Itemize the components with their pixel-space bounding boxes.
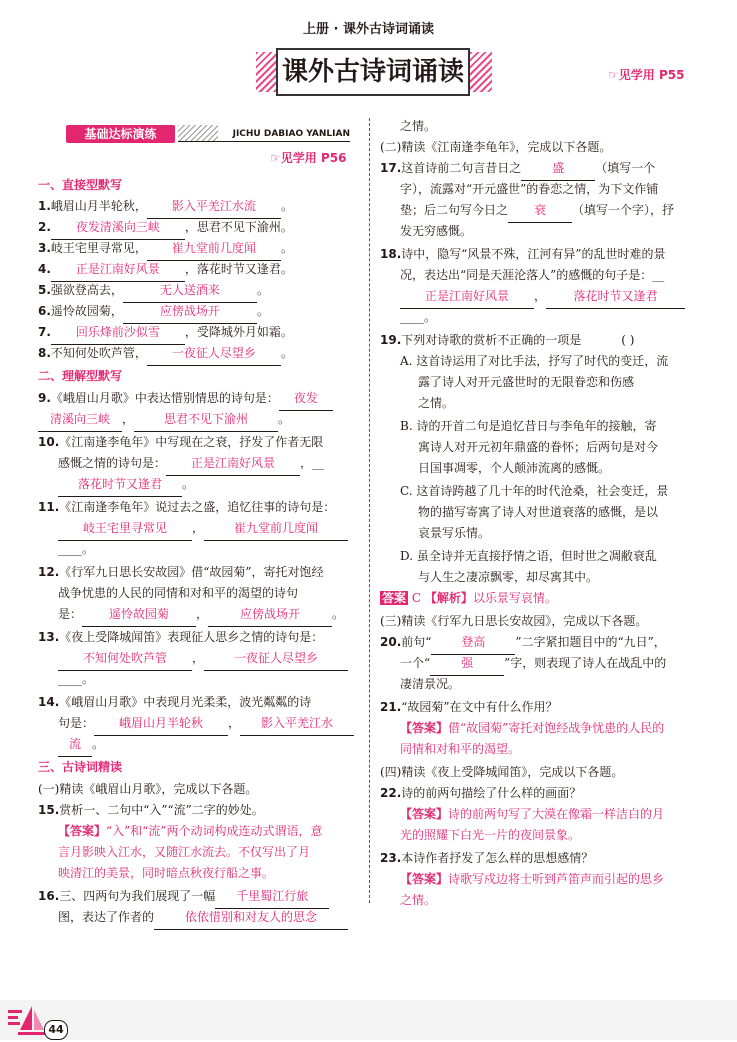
question-11: 11.《江南逢李龟年》说过去之盛，追忆往事的诗句是： [38,500,336,514]
question-18-cont3: ____。 [400,310,437,324]
answer-blank: 正是江南好风景 [51,259,185,282]
question-21: 21.“故园菊”在文中有什么作用？ [380,700,558,714]
answer-blank: 一夜征人尽望乡 [147,343,281,366]
question-20-cont: 一个“ 强 ”字，则表现了诗人在战乱中的 [400,653,666,676]
answer-21: 【答案】借“故园菊”寄托对饱经战争忧患的人民的 [400,721,665,735]
answer-blank: 影入平羌江水 [240,713,354,736]
question-6: 6.遥怜故园菊， 应傍战场开 。 [38,301,269,324]
question-15: 15.赏析一、二句中“入”“流”二字的妙处。 [38,803,264,817]
question-12-cont2: 是： 遥怜故园菊 ， 应傍战场开 。 [58,604,344,627]
answer-blank: 依依惜别和对友人的思念 [154,907,348,930]
question-16-cont: 图，表达了作者的 依依惜别和对友人的思念 [58,907,348,930]
answer-blank: 回乐烽前沙似雪 [51,322,185,345]
option-b-line2: 寓诗人对开元初年鼎盛的眷怀；后两句是对今 [418,440,659,454]
sailboat-icon [8,1002,48,1038]
answer-blank: 流 [58,734,92,757]
option-b-line3: 日国事凋零，个人颠沛流离的感慨。 [418,461,611,475]
question-14-cont: 句是： 峨眉山月半轮秋 ， 影入平羌江水 [58,713,354,736]
section-heading: 三、古诗词精读 [38,760,123,774]
question-10: 10.《江南逢李龟年》中写现在之衰，抒发了作者无限 [38,435,324,449]
page-number: 44 [44,1020,68,1040]
question-12-cont: 战争忧患的人民的同情和对和平的渴望的诗句 [58,586,299,600]
answer-19: 答案 C 【解析】以乐景写哀情。 [382,591,557,605]
answer-blank: 一夜征人尽望乡 [204,648,348,671]
question-18: 18.诗中，隐写“风景不殊，江河有异”的乱世时难的景 [380,247,666,261]
banner-ref: ☞见学用 P56 [270,151,347,165]
option-a-line3: 之情。 [418,396,455,410]
answer-21-line2: 同情和对和平的渴望。 [400,742,521,756]
answer-blank: 正是江南好风景 [400,286,534,309]
answer-blank: 登高 [431,632,515,655]
question-20-cont2: 凄清景况。 [400,677,461,691]
answer-15-line2: 言月影映入江水，又随江水流去。不仅写出了月 [58,845,311,859]
answer-blank: 遥怜故园菊 [82,604,196,627]
question-1: 1.峨眉山月半轮秋， 影入平羌江水流 。 [38,196,293,219]
question-9-cont: 清溪向三峡 ， 思君不见下渝州 。 [38,409,290,432]
option-c-line2: 物的描写寄寓了诗人对世道衰落的感慨，是以 [418,505,659,519]
answer-blank: 落花时节又逢君 [546,286,685,309]
hand-pointer-icon: ☞ [270,151,281,165]
section-ref: ☞见学用 P55 [608,68,685,82]
running-header: 上册 · 课外古诗词诵读 [303,22,434,37]
section-heading: 二、理解型默写 [38,369,123,383]
answer-blank: 夜发 [279,388,333,411]
page-title: 课外古诗词诵读 [276,48,470,96]
answer-blank: 崔九堂前几度闻 [147,238,281,261]
answer-blank: 无人送酒来 [123,280,257,303]
question-13-cont2: ____。 [58,672,95,686]
answer-blank: 不知何处吹芦管 [58,648,192,671]
question-4: 4. 正是江南好风景 ，落花时节又逢君。 [38,259,293,282]
option-d: D. 虽全诗并无直接抒情之语，但时世之凋敝衰乱 [400,549,657,563]
answer-22: 【答案】诗的前两句写了大漠在像霜一样洁白的月 [400,807,665,821]
answer-parens: ( ) [621,333,635,347]
answer-blank: 思君不见下渝州 [134,409,278,432]
question-9: 9.《峨眉山月歌》中表达惜别情思的诗句是： 夜发 [38,388,333,411]
answer-blank: 千里蜀江行旅 [215,886,329,909]
section-banner: 基础达标演练 [66,125,175,143]
question-20: 20.前句“ 登高 ”二字紧扣题目中的“九日”， [380,632,666,655]
left-column [38,0,363,1000]
question-17-cont2: 垫；后二句写今日之 衰 （填写一个字），抒 [400,200,674,223]
answer-blank: 峨眉山月半轮秋 [94,713,228,736]
question-5: 5.强欲登高去， 无人送酒来 。 [38,280,269,303]
question-13: 13.《夜上受降城闻笛》表现征人思乡之情的诗句是： [38,630,324,644]
answer-badge: 答案 [382,591,407,605]
answer-blank: 落花时节又逢君 [58,474,182,497]
option-c-line3: 哀景写乐情。 [418,526,491,540]
question-14: 14.《峨眉山月歌》中表现月光柔柔，波光粼粼的诗 [38,695,312,709]
passage-heading: (一)精读《峨眉山月歌》，完成以下各题。 [38,782,258,796]
question-18-cont: 况，表达出“同是天涯沦落人”的感慨的句子是：__ [400,268,665,282]
question-11-cont: 岐王宅里寻常见 ， 崔九堂前几度闻 [58,518,348,541]
answer-blank: 正是江南好风景 [166,453,300,476]
answer-blank: 夜发清溪向三峡 [51,217,185,240]
question-18-cont2: 正是江南好风景 ， 落花时节又逢君 [400,286,685,309]
question-16-end: 之情。 [400,119,437,133]
right-column [380,0,710,1000]
answer-blank: 清溪向三峡 [38,409,122,432]
question-7: 7. 回乐烽前沙似雪 ，受降城外月如霜。 [38,322,293,345]
question-3: 3.岐王宅里寻常见， 崔九堂前几度闻 。 [38,238,293,261]
answer-blank: 岐王宅里寻常见 [58,518,192,541]
answer-15-line3: 映清江的美景，同时暗点秋夜行船之事。 [58,866,275,880]
question-16: 16.三、四两句为我们展现了一幅 千里蜀江行旅 [38,886,329,909]
passage-heading: (二)精读《江南逢李龟年》，完成以下各题。 [380,140,612,154]
passage-heading: (三)精读《行军九日思长安故园》，完成以下各题。 [380,614,648,628]
question-11-cont2: ____。 [58,542,95,556]
question-23: 23.本诗作者抒发了怎么样的思想感情？ [380,851,594,865]
question-17-cont3: 发无穷感慨。 [400,224,473,238]
answer-15: 【答案】“入”和“流”两个动词构成连动式谓语，意 [58,824,323,838]
option-a-line2: 露了诗人对开元盛世时的无限眷恋和伤感 [418,375,635,389]
answer-blank: 衰 [508,200,572,223]
question-17: 17.这首诗前二句言昔日之 盛 （填写一个 [380,158,655,181]
column-divider [369,118,370,903]
answer-blank: 应傍战场开 [208,604,332,627]
answer-22-line2: 光的照耀下白光一片的夜间景象。 [400,828,581,842]
question-2: 2. 夜发清溪向三峡 ，思君不见下渝州。 [38,217,293,240]
question-19: 19.下列对诗歌的赏析不正确的一项是 ( ) [380,333,635,347]
option-a: A. 这首诗运用了对比手法，抒写了时代的变迁，流 [400,354,669,368]
option-b: B. 诗的开首二句是追忆昔日与李龟年的接触，寄 [400,419,657,433]
answer-blank: 盛 [521,158,595,181]
section-heading: 一、直接型默写 [38,178,123,192]
passage-heading: (四)精读《夜上受降城闻笛》，完成以下各题。 [380,765,624,779]
answer-blank: 应傍战场开 [123,301,257,324]
footer-band [0,1000,737,1040]
question-10-cont: 感慨之情的诗句是： 正是江南好风景 ，__ [58,453,324,476]
answer-blank: 影入平羌江水流 [147,196,281,219]
question-12: 12.《行军九日思长安故园》借“故园菊”，寄托对饱经 [38,565,324,579]
option-c: C. 这首诗跨越了几十年的时代沧桑，社会变迁，景 [400,484,669,498]
answer-blank: 崔九堂前几度闻 [204,518,348,541]
answer-23-line2: 之情。 [400,893,437,907]
answer-23: 【答案】诗歌写戍边将士听到芦笛声而引起的思乡 [400,872,665,886]
question-17-cont: 字），流露对“开元盛世”的眷恋之情，为下文作铺 [400,182,659,196]
question-10-cont2: 落花时节又逢君 。 [58,474,194,497]
question-8: 8.不知何处吹芦管， 一夜征人尽望乡 。 [38,343,293,366]
question-22: 22.诗的前两句描绘了什么样的画面？ [380,786,582,800]
hand-pointer-icon: ☞ [608,68,619,82]
question-14-cont2: 流 。 [58,734,104,757]
section-banner-en: JICHU DABIAO YANLIAN [178,125,350,142]
question-13-cont: 不知何处吹芦管 ， 一夜征人尽望乡 [58,648,348,671]
answer-blank: 强 [430,653,504,676]
option-d-line2: 与人生之凄凉飘零，却尽寓其中。 [418,570,599,584]
